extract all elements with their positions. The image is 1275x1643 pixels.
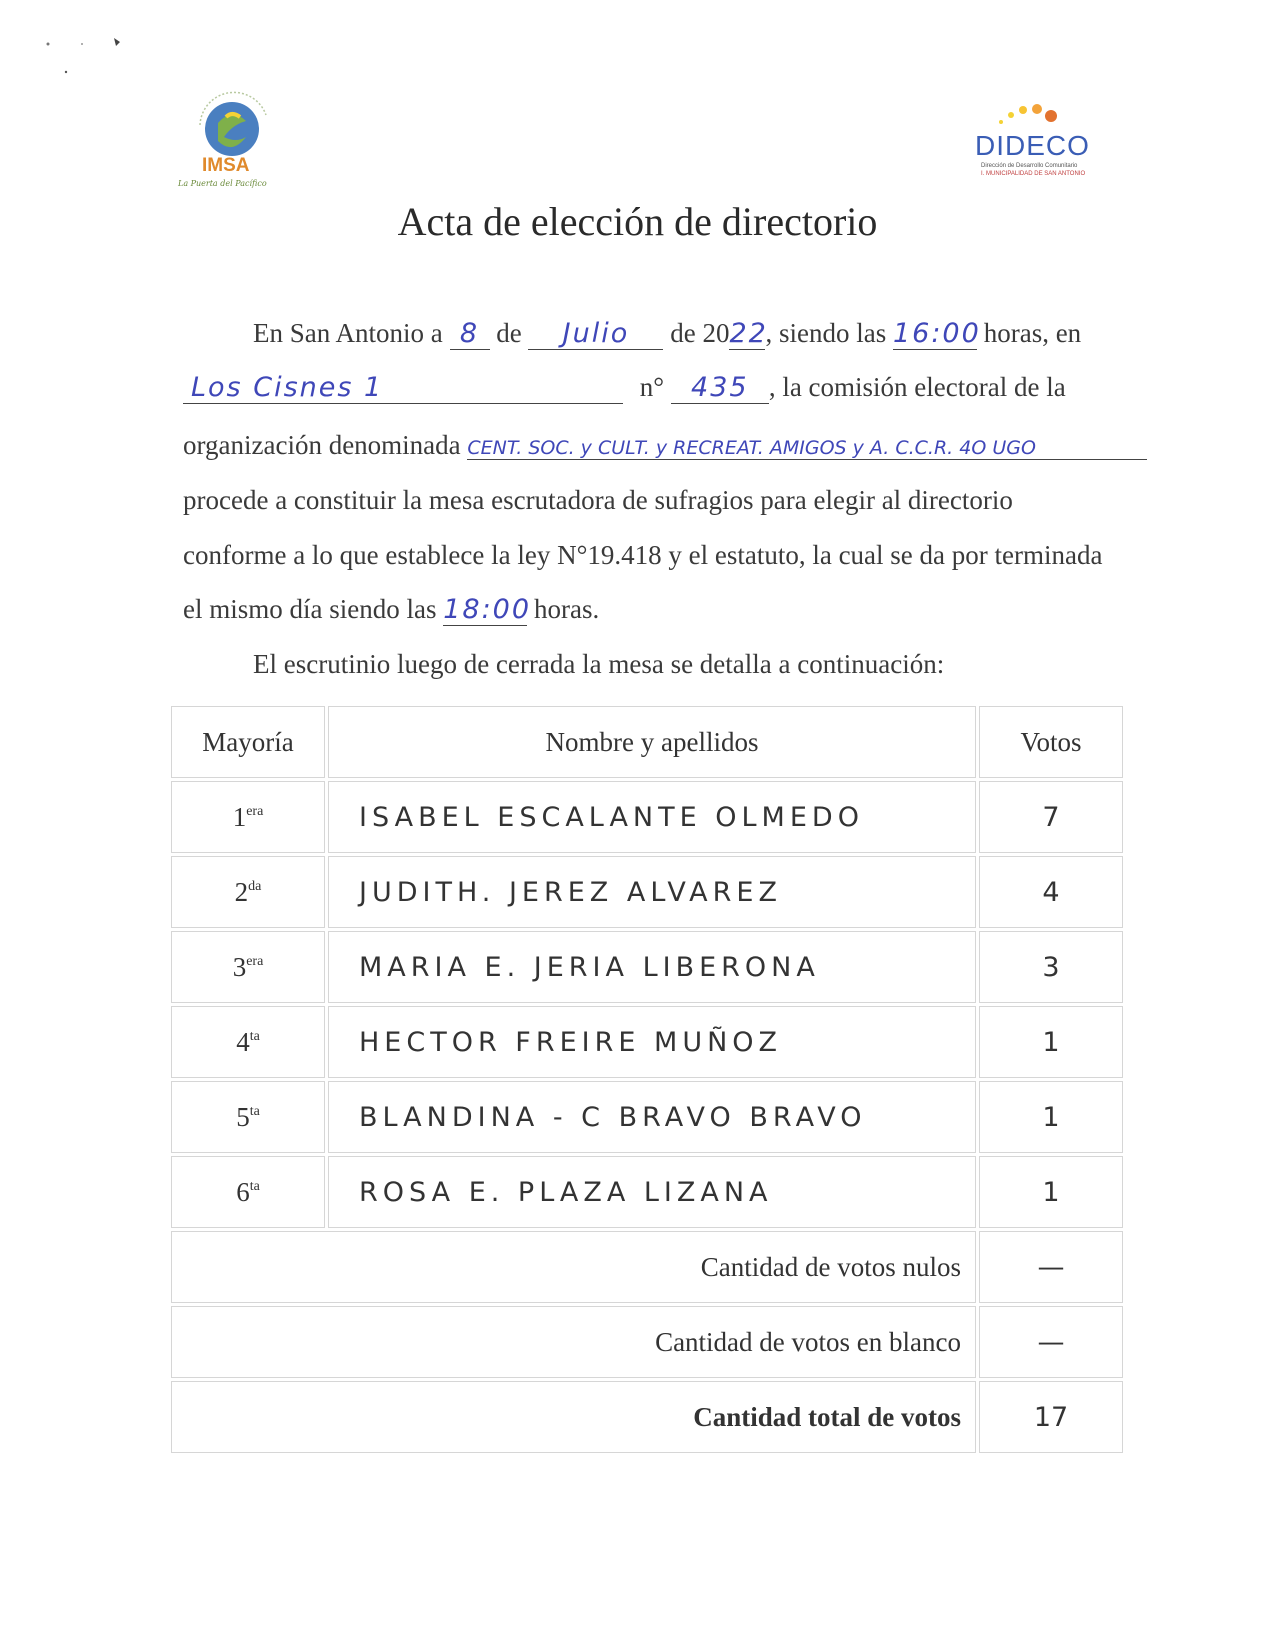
candidate-name: BLANDINA - C BRAVO BRAVO xyxy=(328,1081,976,1153)
text-segment: , siendo las xyxy=(765,318,887,348)
header-name: Nombre y apellidos xyxy=(328,706,976,778)
paragraph-line-7: El escrutinio luego de cerrada la mesa se detalla a continuación: xyxy=(253,649,945,679)
text-segment: horas. xyxy=(533,594,600,624)
candidate-votes: 1 xyxy=(979,1081,1123,1153)
paragraph-line-5: conforme a lo que establece la ley N°19.418 y el estatuto, la cual se da por terminada xyxy=(183,540,1103,570)
imsa-logo xyxy=(180,85,300,195)
candidate-votes: 1 xyxy=(979,1006,1123,1078)
document-title: Acta de elección de directorio xyxy=(397,199,878,244)
candidate-votes: 3 xyxy=(979,931,1123,1003)
rank-number: 5 xyxy=(236,1101,250,1132)
table-row xyxy=(171,1156,1123,1228)
table-row xyxy=(171,781,1123,853)
table-row xyxy=(171,1006,1123,1078)
candidate-name: ROSA E. PLAZA LIZANA xyxy=(328,1156,976,1228)
dideco-subtitle-2: I. MUNICIPALIDAD DE SAN ANTONIO xyxy=(981,171,1086,177)
rank-cell xyxy=(171,1156,325,1228)
candidate-name: ISABEL ESCALANTE OLMEDO xyxy=(328,781,976,853)
rank-number: 6 xyxy=(236,1176,250,1207)
paragraph-line-6 xyxy=(183,594,599,626)
header-votes: Votos xyxy=(979,706,1123,778)
day-field: 8 xyxy=(450,318,490,350)
blank-votes-label: Cantidad de votos en blanco xyxy=(171,1306,976,1378)
total-votes-row xyxy=(171,1381,1123,1453)
text-segment: de 20 xyxy=(670,318,730,348)
rank-suffix: era xyxy=(246,803,264,819)
rank-suffix: ta xyxy=(249,1028,260,1044)
null-votes-row xyxy=(171,1231,1123,1303)
dideco-subtitle: Dirección de Desarrollo Comunitario xyxy=(981,163,1078,169)
null-votes-label: Cantidad de votos nulos xyxy=(171,1231,976,1303)
rank-number: 4 xyxy=(236,1026,250,1057)
candidate-name: JUDITH. JEREZ ALVAREZ xyxy=(328,856,976,928)
dideco-logo-text: DIDECO xyxy=(975,130,1090,161)
candidate-name: HECTOR FREIRE MUÑOZ xyxy=(328,1006,976,1078)
blank-votes-value: — xyxy=(979,1306,1123,1378)
rank-suffix: da xyxy=(248,878,262,894)
blank-votes-row xyxy=(171,1306,1123,1378)
candidate-votes: 4 xyxy=(979,856,1123,928)
scan-artifact xyxy=(30,28,140,88)
month-field: Julio xyxy=(528,318,663,350)
total-votes-label: Cantidad total de votos xyxy=(171,1381,976,1453)
text-segment: , la comisión electoral de la xyxy=(768,372,1066,402)
imsa-tagline: La Puerta del Pacífico xyxy=(178,179,267,188)
rank-number: 1 xyxy=(232,801,247,832)
paragraph-line-1 xyxy=(253,318,1081,350)
rank-cell xyxy=(171,931,325,1003)
dideco-logo xyxy=(975,100,1115,185)
rank-cell xyxy=(171,781,325,853)
text-segment: organización denominada xyxy=(183,430,461,460)
header-rank: Mayoría xyxy=(171,706,325,778)
text-segment: En San Antonio a xyxy=(253,318,443,348)
text-segment: horas, en xyxy=(983,318,1082,348)
end-hour-field: 18:00 xyxy=(443,594,532,625)
paragraph-line-3 xyxy=(183,430,1147,461)
text-segment: de xyxy=(496,318,522,348)
rank-number: 2 xyxy=(234,876,249,907)
text-segment: el mismo día siendo las xyxy=(183,594,437,624)
start-hour-field: 16:00 xyxy=(892,318,981,349)
paragraph-line-2 xyxy=(183,372,1066,404)
table-row xyxy=(171,931,1123,1003)
table-row xyxy=(171,1081,1123,1153)
results-table xyxy=(168,703,1126,1456)
rank-number: 3 xyxy=(232,951,247,982)
rank-cell xyxy=(171,856,325,928)
candidate-votes: 7 xyxy=(979,781,1123,853)
rank-suffix: era xyxy=(246,953,264,969)
text-segment: n° xyxy=(639,372,665,402)
total-votes-value: 17 xyxy=(979,1381,1123,1453)
table-row xyxy=(171,856,1123,928)
street-number-field: 435 xyxy=(671,372,769,404)
rank-cell xyxy=(171,1081,325,1153)
candidate-votes: 1 xyxy=(979,1156,1123,1228)
year-field: 22 xyxy=(729,318,768,349)
candidate-name: MARIA E. JERIA LIBERONA xyxy=(328,931,976,1003)
null-votes-value: — xyxy=(979,1231,1123,1303)
rank-suffix: ta xyxy=(249,1103,260,1119)
table-header-row xyxy=(171,706,1123,778)
rank-cell xyxy=(171,1006,325,1078)
rank-suffix: ta xyxy=(249,1178,260,1194)
street-field: Los Cisnes 1 xyxy=(183,372,623,404)
paragraph-line-4: procede a constituir la mesa escrutadora de sufragios para elegir al directorio xyxy=(183,485,1013,515)
organization-name-field: CENT. SOC. y CULT. y RECREAT. AMIGOS y A. C.C.R. 4O UGO xyxy=(467,437,1147,460)
imsa-logo-text: IMSA xyxy=(202,155,250,176)
